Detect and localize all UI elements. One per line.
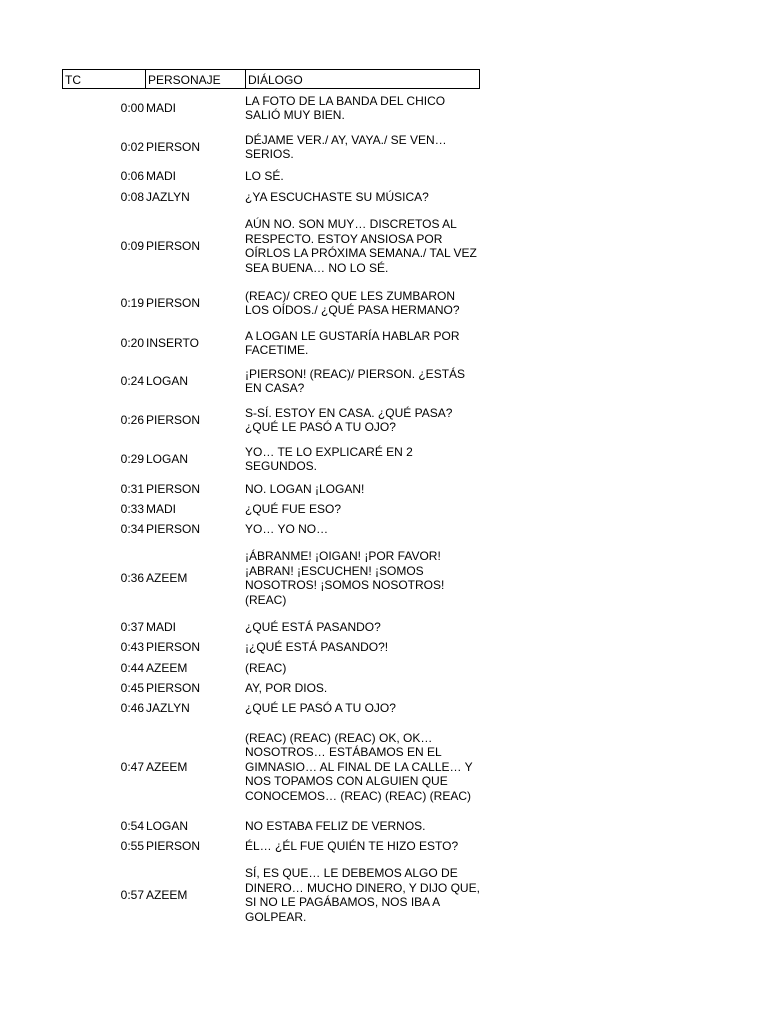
table-row <box>62 217 480 275</box>
table-row <box>62 367 480 396</box>
dialogue-text: AÚN NO. SON MUY… DISCRETOS AL RESPECTO. ESTOY ANSIOSA POR OÍRLOS LA PRÓXIMA SEMANA./ TAL VEZ SEA BUENA… NO LO SÉ. <box>245 217 477 275</box>
table-row <box>62 661 480 676</box>
character-name: LOGAN <box>146 374 189 388</box>
table-row <box>62 329 480 358</box>
timecode: 0:00 <box>120 101 144 115</box>
character-name: JAZLYN <box>146 701 190 715</box>
timecode: 0:24 <box>120 374 144 388</box>
dialogue-text: (REAC) <box>245 660 287 675</box>
timecode: 0:45 <box>120 681 144 695</box>
dialogue-text: ¿QUÉ ESTÁ PASANDO? <box>245 619 381 634</box>
dialogue-text: A LOGAN LE GUSTARÍA HABLAR POR FACETIME. <box>245 328 460 357</box>
dialogue-text: (REAC)/ CREO QUE LES ZUMBARON LOS OÍDOS./ ¿QUÉ PASA HERMANO? <box>245 288 460 317</box>
character-name: MADI <box>146 169 176 183</box>
character-name: MADI <box>146 502 176 516</box>
table-row <box>62 522 480 537</box>
table-row <box>62 620 480 635</box>
timecode: 0:31 <box>120 482 144 496</box>
character-name: AZEEM <box>146 661 188 675</box>
character-name: AZEEM <box>146 760 188 774</box>
character-name: LOGAN <box>146 452 189 466</box>
table-row <box>62 681 480 696</box>
dialogue-text: NO. LOGAN ¡LOGAN! <box>245 481 365 496</box>
dialogue-text: ¡¿QUÉ ESTÁ PASANDO?! <box>245 639 389 654</box>
dialogue-text: (REAC) (REAC) (REAC) OK, OK… NOSOTROS… ESTÁBAMOS EN EL GIMNASIO… AL FINAL DE LA CALLE… Y NOS TOPAMOS CON ALGUIEN QUE CONOCEMOS… (REAC) (REAC) (REAC) <box>245 730 473 803</box>
dialogue-text: SÍ, ES QUE… LE DEBEMOS ALGO DE DINERO… MUCHO DINERO, Y DIJO QUE, SI NO LE PAGÁBAMOS, NOS IBA A GOLPEAR. <box>245 866 480 924</box>
character-name: PIERSON <box>146 522 201 536</box>
dialogue-text: ¡PIERSON! (REAC)/ PIERSON. ¿ESTÁS EN CASA? <box>245 366 466 395</box>
character-name: LOGAN <box>146 819 189 833</box>
dialogue-text: ¿YA ESCUCHASTE SU MÚSICA? <box>245 189 429 204</box>
transcript-table <box>62 69 480 924</box>
character-name: PIERSON <box>146 140 201 154</box>
table-row <box>62 94 480 123</box>
timecode: 0:08 <box>120 190 144 204</box>
timecode: 0:20 <box>120 336 144 350</box>
timecode: 0:44 <box>120 661 144 675</box>
table-row <box>62 819 480 834</box>
timecode: 0:55 <box>120 839 144 853</box>
timecode: 0:02 <box>120 140 144 154</box>
dialogue-text: YO… YO NO… <box>245 521 329 536</box>
table-row <box>62 549 480 607</box>
timecode: 0:33 <box>120 502 144 516</box>
dialogue-text: YO… TE LO EXPLICARÉ EN 2 SEGUNDOS. <box>245 444 413 473</box>
timecode: 0:57 <box>120 888 144 902</box>
character-name: PIERSON <box>146 413 201 427</box>
character-name: PIERSON <box>146 482 201 496</box>
timecode: 0:37 <box>120 620 144 634</box>
timecode: 0:09 <box>120 239 144 253</box>
character-name: MADI <box>146 620 176 634</box>
timecode: 0:46 <box>120 701 144 715</box>
table-row <box>62 482 480 497</box>
dialogue-text: ÉL… ¿ÉL FUE QUIÉN TE HIZO ESTO? <box>245 838 459 853</box>
table-row <box>62 133 480 162</box>
timecode: 0:43 <box>120 640 144 654</box>
dialogue-text: LA FOTO DE LA BANDA DEL CHICO SALIÓ MUY BIEN. <box>245 93 446 122</box>
table-row <box>62 731 480 804</box>
timecode: 0:29 <box>120 452 144 466</box>
table-row <box>62 289 480 318</box>
header-dialogo: DIÁLOGO <box>248 73 303 87</box>
table-row <box>62 701 480 716</box>
table-row <box>62 406 480 435</box>
character-name: JAZLYN <box>146 190 190 204</box>
timecode: 0:47 <box>120 760 144 774</box>
table-row <box>62 640 480 655</box>
table-row <box>62 169 480 184</box>
header-personaje: PERSONAJE <box>146 70 246 88</box>
dialogue-text: DÉJAME VER./ AY, VAYA./ SE VEN… SERIOS. <box>245 132 447 161</box>
table-row <box>62 839 480 854</box>
character-name: PIERSON <box>146 681 201 695</box>
dialogue-text: AY, POR DIOS. <box>245 680 328 695</box>
timecode: 0:19 <box>120 296 144 310</box>
timecode: 0:26 <box>120 413 144 427</box>
dialogue-text: ¿QUÉ FUE ESO? <box>245 501 342 516</box>
timecode: 0:54 <box>120 819 144 833</box>
dialogue-text: NO ESTABA FELIZ DE VERNOS. <box>245 818 426 833</box>
character-name: MADI <box>146 101 176 115</box>
character-name: AZEEM <box>146 571 188 585</box>
dialogue-text: ¡ÁBRANME! ¡OIGAN! ¡POR FAVOR! ¡ABRAN! ¡ESCUCHEN! ¡SOMOS NOSOTROS! ¡SOMOS NOSOTROS! (REAC) <box>245 549 445 607</box>
dialogue-text: S-SÍ. ESTOY EN CASA. ¿QUÉ PASA? ¿QUÉ LE PASÓ A TU OJO? <box>245 405 453 434</box>
table-row <box>62 445 480 474</box>
table-row <box>62 502 480 517</box>
character-name: PIERSON <box>146 640 201 654</box>
table-row <box>62 190 480 205</box>
dialogue-text: LO SÉ. <box>245 168 284 183</box>
timecode: 0:34 <box>120 522 144 536</box>
header-tc: TC <box>63 70 146 88</box>
character-name: PIERSON <box>146 296 201 310</box>
table-row <box>62 866 480 924</box>
character-name: INSERTO <box>146 336 199 350</box>
character-name: AZEEM <box>146 888 188 902</box>
timecode: 0:36 <box>120 571 144 585</box>
timecode: 0:06 <box>120 169 144 183</box>
dialogue-text: ¿QUÉ LE PASÓ A TU OJO? <box>245 700 396 715</box>
character-name: PIERSON <box>146 839 201 853</box>
table-header <box>62 69 480 89</box>
character-name: PIERSON <box>146 239 201 253</box>
